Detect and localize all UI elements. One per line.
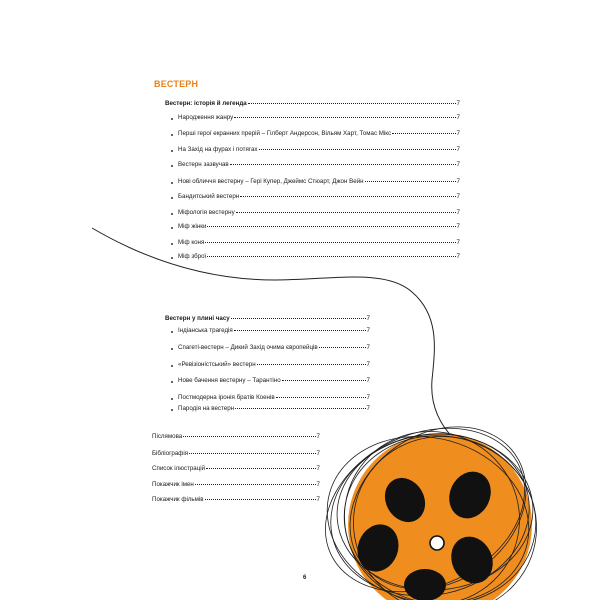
toc-back-item-label: Післямова [152, 433, 183, 440]
toc-item-label: Народження жанру [178, 114, 234, 121]
toc-item-page: 7 [366, 327, 370, 334]
toc-item[interactable] [178, 193, 460, 201]
toc-item[interactable] [178, 146, 460, 154]
toc-heading-part-1[interactable] [165, 100, 460, 108]
dot-leader [234, 117, 455, 118]
bullet-icon [171, 150, 173, 152]
bullet-icon [171, 134, 173, 136]
bullet-icon [171, 398, 173, 400]
dot-leader [257, 364, 366, 365]
bullet-icon [171, 165, 173, 167]
toc-back-item-label: Список ілюстрацій [152, 465, 206, 472]
toc-item-page: 7 [456, 223, 460, 230]
dot-leader [207, 256, 455, 257]
toc-item[interactable] [178, 130, 460, 138]
toc-back-item[interactable] [152, 481, 320, 489]
toc-back-item[interactable] [152, 496, 320, 504]
toc-item-label: Спагеті-вестерн – Дикий Захід очима європейців [178, 344, 318, 351]
dot-leader [259, 149, 456, 150]
toc-item-label: Нове бачення вестерну – Тарантіно [178, 377, 281, 384]
toc-item[interactable] [178, 161, 460, 169]
toc-item[interactable] [178, 178, 460, 186]
toc-item-label: Міф коня [178, 239, 205, 246]
toc-item-label: Індіанська трагедія [178, 327, 233, 334]
dot-leader [231, 318, 366, 319]
bullet-icon [171, 331, 173, 333]
toc-item-page: 7 [366, 377, 370, 384]
dot-leader [206, 468, 315, 469]
toc-item-page: 7 [456, 161, 460, 168]
toc-item[interactable] [178, 327, 370, 335]
toc-item[interactable] [178, 344, 370, 352]
toc-item-page: 7 [456, 146, 460, 153]
toc-back-item-label: Покажчик імен [152, 481, 194, 488]
page-number: 6 [303, 575, 307, 581]
toc-heading-part-2-label: Вестерн у плині часу [165, 315, 230, 322]
bullet-icon [171, 257, 173, 259]
toc-item-page: 7 [366, 344, 370, 351]
toc-item-page: 7 [366, 361, 370, 368]
dot-leader [240, 196, 455, 197]
toc-item[interactable] [178, 405, 370, 413]
toc-heading-part-1-label: Вестерн: історія й легенда [165, 100, 247, 107]
dot-leader [392, 133, 455, 134]
bullet-icon [171, 365, 173, 367]
toc-heading-part-2-page: 7 [366, 315, 370, 322]
toc-item-page: 7 [456, 193, 460, 200]
toc-back-item-page: 7 [316, 496, 320, 503]
toc-back-item-page: 7 [316, 465, 320, 472]
toc-item-label: «Ревізіоністський» вестерн [178, 361, 256, 368]
toc-item-label: Перші герої екранних прерій – Гілберт Андерсон, Вільям Харт, Томас Мікс [178, 130, 392, 137]
toc-heading-part-1-page: 7 [456, 100, 460, 107]
film-reel-icon [299, 393, 562, 600]
dot-leader [248, 103, 456, 104]
dot-leader [365, 181, 456, 182]
bullet-icon [171, 227, 173, 229]
toc-heading-part-2[interactable] [165, 315, 370, 323]
toc-item[interactable] [178, 239, 460, 247]
toc-item[interactable] [178, 253, 460, 261]
toc-item-page: 7 [456, 130, 460, 137]
toc-back-item-label: Покажчик фільмів [152, 496, 204, 503]
bullet-icon [171, 182, 173, 184]
toc-item-page: 7 [366, 405, 370, 412]
toc-item-page: 7 [456, 239, 460, 246]
toc-item-page: 7 [456, 209, 460, 216]
toc-item-label: Нові обличчя вестерну – Гері Купер, Джеймс Стюарт, Джон Вейн [178, 178, 364, 185]
toc-item[interactable] [178, 223, 460, 231]
toc-item-label: Бандитський вестерн [178, 193, 240, 200]
toc-item[interactable] [178, 377, 370, 385]
dot-leader [276, 397, 366, 398]
toc-item-label: Міф зброї [178, 253, 207, 260]
toc-item-label: Міфологія вестерну [178, 209, 235, 216]
dot-leader [205, 499, 316, 500]
dot-leader [319, 347, 366, 348]
toc-item-label: Міф жінки [178, 223, 207, 230]
dot-leader [195, 484, 316, 485]
bullet-icon [171, 381, 173, 383]
toc-back-item[interactable] [152, 450, 320, 458]
dot-leader [207, 226, 455, 227]
toc-item-label: Постмодерна іронія братів Коенів [178, 394, 275, 401]
dot-leader [282, 380, 366, 381]
section-title: ВЕСТЕРН [154, 79, 199, 89]
toc-item[interactable] [178, 209, 460, 217]
toc-item-page: 7 [456, 178, 460, 185]
bullet-icon [171, 197, 173, 199]
bullet-icon [171, 409, 173, 411]
toc-item-page: 7 [366, 394, 370, 401]
toc-back-item-page: 7 [316, 450, 320, 457]
dot-leader [230, 164, 456, 165]
dot-leader [189, 453, 315, 454]
toc-item-page: 7 [456, 114, 460, 121]
bullet-icon [171, 348, 173, 350]
dot-leader [235, 408, 365, 409]
bullet-icon [171, 243, 173, 245]
dot-leader [234, 330, 366, 331]
bullet-icon [171, 118, 173, 120]
dot-leader [183, 436, 315, 437]
dot-leader [236, 212, 456, 213]
toc-item-label: Пародія на вестерн [178, 405, 235, 412]
toc-item[interactable] [178, 114, 460, 122]
toc-back-item[interactable] [152, 433, 320, 441]
toc-back-item-page: 7 [316, 433, 320, 440]
toc-item[interactable] [178, 361, 370, 369]
toc-item-page: 7 [456, 253, 460, 260]
toc-back-item-label: Бібліографія [152, 450, 189, 457]
toc-item[interactable] [178, 394, 370, 402]
toc-back-item-page: 7 [316, 481, 320, 488]
toc-back-item[interactable] [152, 465, 320, 473]
dot-leader [205, 242, 455, 243]
bullet-icon [171, 213, 173, 215]
toc-item-label: На Захід на фурах і потягах [178, 146, 258, 153]
toc-item-label: Вестерн зазвучав [178, 161, 229, 168]
